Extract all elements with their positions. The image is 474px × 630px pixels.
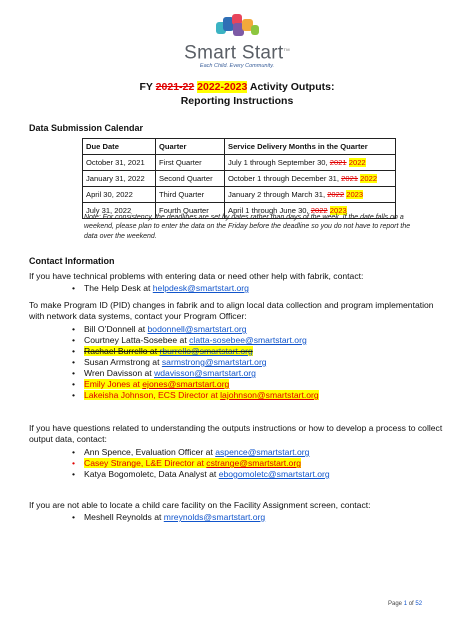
- list-item: • Lakeisha Johnson, ECS Director at lajohnson@smartstart.org: [72, 390, 319, 400]
- pid-intro: To make Program ID (PID) changes in fabrik and to align local data collection and program implementation with network data systems, contact your Program Officer:: [29, 300, 434, 321]
- list-item: • Katya Bogomoletc, Data Analyst at ebogomoletc@smartstart.org: [72, 469, 330, 479]
- table-row: January 31, 2022 Second Quarter October 1 through December 31, 2021 2022: [83, 171, 396, 187]
- list-item: • Susan Armstrong at sarmstrong@smartstart.org: [72, 357, 267, 367]
- email-link[interactable]: ebogomoletc@smartstart.org: [218, 469, 330, 479]
- table-header-row: [83, 139, 396, 155]
- list-item: • Wren Davisson at wdavisson@smartstart.org: [72, 368, 256, 378]
- list-item: • Casey Strange, L&E Director at cstrange@smartstart.org: [72, 458, 301, 468]
- facility-contact-list: [0, 512, 265, 523]
- smart-start-logo: [0, 14, 474, 70]
- calendar-heading: Data Submission Calendar: [29, 123, 144, 133]
- title-new-year: 2022-2023: [197, 81, 248, 93]
- logo-tagline: Each Child. Every Community.: [199, 63, 275, 70]
- table-row: October 31, 2021 First Quarter July 1 through September 30, 2021 2022: [83, 155, 396, 171]
- data-submission-table: [82, 138, 396, 219]
- list-item: • Emily Jones at ejones@smartstart.org: [72, 379, 230, 389]
- table-row: July 31, 2022 Fourth Quarter April 1 through June 30, 2022 2023: [83, 203, 396, 219]
- list-item: • Bill O’Donnell at bodonnell@smartstart.org: [72, 324, 247, 334]
- col-header-months: Service Delivery Months in the Quarter: [225, 139, 396, 155]
- title-old-year: 2021-22: [155, 81, 195, 93]
- email-link[interactable]: clatta-sosebee@smartstart.org: [189, 335, 307, 345]
- helpdesk-email-link[interactable]: helpdesk@smartstart.org: [152, 283, 249, 293]
- email-link[interactable]: lajohnson@smartstart.org: [220, 390, 319, 400]
- list-item: • Ann Spence, Evaluation Officer at aspence@smartstart.org: [72, 447, 310, 457]
- email-link[interactable]: sarmstrong@smartstart.org: [161, 357, 267, 367]
- contact-heading: Contact Information: [29, 256, 115, 266]
- facility-intro: If you are not able to locate a child care facility on the Facility Assignment screen, contact:: [29, 500, 371, 510]
- email-link[interactable]: wdavisson@smartstart.org: [154, 368, 256, 378]
- email-link[interactable]: aspence@smartstart.org: [215, 447, 310, 457]
- col-header-due-date: Due Date: [83, 139, 156, 155]
- logo-name: Smart Start™: [184, 42, 290, 64]
- email-link[interactable]: cstrange@smartstart.org: [206, 458, 301, 468]
- page-number: Page 1 of 52: [388, 601, 423, 607]
- helpdesk-intro: If you have technical problems with entering data or need other help with fabrik, contact:: [29, 271, 364, 281]
- program-officer-list: [0, 324, 319, 401]
- outputs-contact-list: [0, 447, 330, 480]
- email-link[interactable]: ejones@smartstart.org: [142, 379, 230, 389]
- list-item: • The Help Desk at helpdesk@smartstart.org: [72, 283, 249, 293]
- email-link[interactable]: bodonnell@smartstart.org: [147, 324, 247, 334]
- calendar-note: Note: For consistency, the deadlines are set by dates rather than days of the week. If the date falls on a weekend, please plan to enter the data on the Friday before the deadline so you do not have to report the data over the weekend.: [84, 214, 411, 240]
- outputs-intro: If you have questions related to understanding the outputs instructions or how to develop a process to collect output data, contact:: [29, 423, 443, 444]
- logo-squares-icon: [208, 14, 266, 38]
- helpdesk-list: [0, 283, 249, 294]
- email-link[interactable]: mreynolds@smartstart.org: [163, 512, 266, 522]
- list-item: • Meshell Reynolds at mreynolds@smartstart.org: [72, 512, 266, 522]
- list-item: • Courtney Latta-Sosebee at clatta-sosebee@smartstart.org: [72, 335, 307, 345]
- col-header-quarter: Quarter: [156, 139, 225, 155]
- email-link[interactable]: rburrello@smartstart.org: [159, 346, 253, 356]
- document-title: FY 2021-22 2022-2023 Activity Outputs: Reporting Instructions: [139, 81, 335, 107]
- table-row: April 30, 2022 Third Quarter January 2 through March 31, 2022 2023: [83, 187, 396, 203]
- list-item: • Rachael Burrello at rburrello@smartstart.org: [72, 346, 253, 356]
